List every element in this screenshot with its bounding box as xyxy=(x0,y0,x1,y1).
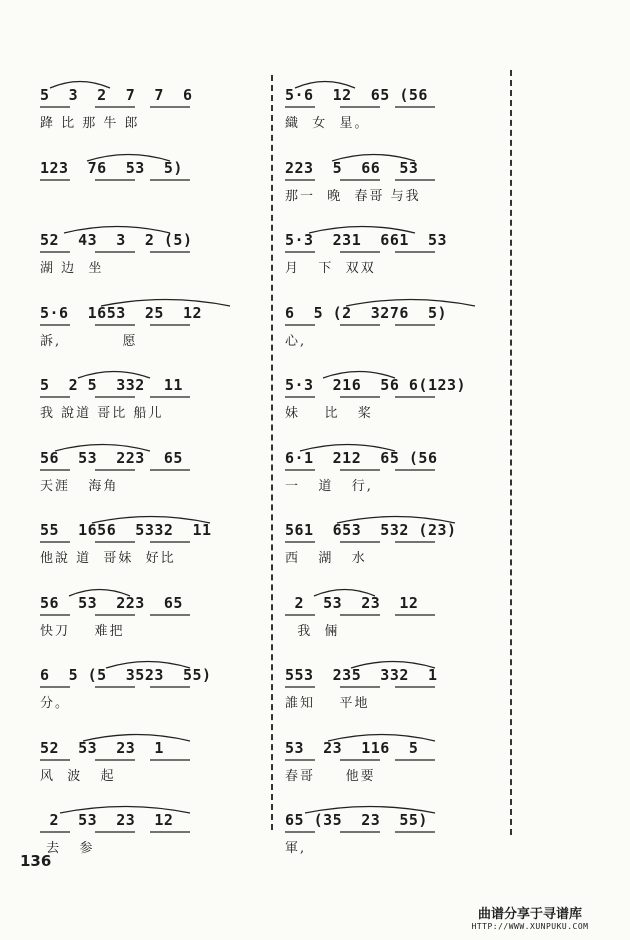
notation-line: 65 (35 23 55) xyxy=(285,811,428,829)
notation-line: 2 53 23 12 xyxy=(285,593,419,612)
left-score-row xyxy=(40,810,270,880)
notation-line: 223 5 66 53 xyxy=(285,158,419,177)
left-score-row xyxy=(40,158,270,228)
lyric-line: 天涯 海角 xyxy=(40,478,119,494)
left-score-row xyxy=(40,520,270,590)
underline-beam xyxy=(40,395,270,403)
right-score-row xyxy=(285,810,515,880)
underline-beam xyxy=(285,613,515,621)
notation-line: 5·3 216 56 6(123) xyxy=(285,376,467,394)
lyric-line: 跭 比 那 牛 郎 xyxy=(40,116,140,131)
watermark-url: HTTP://WWW.XUNPUKU.COM xyxy=(471,922,589,931)
lyric-line: 那一 晚 春哥 与我 xyxy=(285,188,421,204)
right-score-row xyxy=(285,520,515,590)
lyric-line: 快刀 难把 xyxy=(40,623,125,639)
right-score-column xyxy=(285,0,515,860)
lyric-line: 妹 比 桨 xyxy=(285,406,373,421)
notation-line: 6 5 (2 3276 5) xyxy=(285,303,448,322)
underline-beam xyxy=(40,758,270,766)
left-score-row xyxy=(40,375,270,445)
underline-beam xyxy=(285,685,515,693)
notation-line: 52 53 23 1 xyxy=(40,738,164,757)
lyric-line: 一 道 行, xyxy=(285,478,373,494)
notation-line: 5·6 1653 25 12 xyxy=(40,303,203,322)
lyric-line: 織 女 星。 xyxy=(285,116,370,131)
lyric-line: 他說 道 哥妹 好比 xyxy=(40,551,176,566)
lyric-line: 訴, 愿 xyxy=(40,333,138,349)
right-score-row xyxy=(285,303,515,373)
left-score-row xyxy=(40,738,270,808)
left-score-row xyxy=(40,230,270,300)
right-score-row xyxy=(285,85,515,155)
notation-line: 6·1 212 65 (56 xyxy=(285,448,438,467)
underline-beam xyxy=(40,250,270,258)
underline-beam xyxy=(40,468,270,476)
notation-line: 53 23 116 5 xyxy=(285,738,419,757)
lyric-line: 风 波 起 xyxy=(40,768,116,784)
underline-beam xyxy=(285,468,515,476)
lyric-line: 湖 边 坐 xyxy=(40,261,104,276)
lyric-line: 去 参 xyxy=(40,841,95,856)
left-score-column xyxy=(40,0,270,860)
right-score-row xyxy=(285,158,515,228)
page-number: 136 xyxy=(20,852,52,870)
notation-line: 6 5 (5 3523 55) xyxy=(40,666,212,684)
lyric-line: 西 湖 水 xyxy=(285,551,367,566)
notation-line: 5·3 231 661 53 xyxy=(285,231,448,249)
underline-beam xyxy=(40,323,270,331)
lyric-line: 我 倆 xyxy=(285,623,340,639)
watermark xyxy=(450,903,610,931)
underline-beam xyxy=(285,178,515,186)
right-score-row xyxy=(285,230,515,300)
underline-beam xyxy=(285,250,515,258)
notation-line: 5 2 5 332 11 xyxy=(40,376,183,394)
notation-line: 5 3 2 7 7 6 xyxy=(40,86,193,104)
notation-line: 55 1656 5332 11 xyxy=(40,521,212,539)
left-score-row xyxy=(40,665,270,735)
underline-beam xyxy=(285,830,515,838)
underline-beam xyxy=(40,105,270,113)
notation-line: 56 53 223 65 xyxy=(40,593,183,612)
underline-beam xyxy=(285,395,515,403)
lyric-line: 誰知 平地 xyxy=(285,696,370,711)
underline-beam xyxy=(285,323,515,331)
underline-beam xyxy=(40,613,270,621)
right-score-row xyxy=(285,448,515,518)
underline-beam xyxy=(285,758,515,766)
notation-line: 553 235 332 1 xyxy=(285,666,438,684)
left-score-row xyxy=(40,593,270,663)
underline-beam xyxy=(40,178,270,186)
notation-line: 2 53 23 12 xyxy=(40,811,174,829)
lyric-line: 我 說道 哥比 船儿 xyxy=(40,406,164,421)
underline-beam xyxy=(285,540,515,548)
left-score-row xyxy=(40,85,270,155)
barline-middle xyxy=(271,75,273,830)
notation-line: 561 653 532 (23) xyxy=(285,521,457,539)
lyric-line: 月 下 双双 xyxy=(285,261,376,276)
right-score-row xyxy=(285,738,515,808)
notation-line: 52 43 3 2 (5) xyxy=(40,231,193,249)
notation-line: 123 76 53 5) xyxy=(40,158,183,177)
lyric-line: 軍, xyxy=(285,841,307,856)
right-score-row xyxy=(285,375,515,445)
lyric-line: 分。 xyxy=(40,696,71,711)
notation-line: 5·6 12 65 (56 xyxy=(285,86,428,104)
right-score-row xyxy=(285,593,515,663)
lyric-line: 心, xyxy=(285,333,307,349)
underline-beam xyxy=(40,830,270,838)
watermark-title: 曲谱分享于寻谱库 xyxy=(477,907,582,922)
right-score-row xyxy=(285,665,515,735)
left-score-row xyxy=(40,448,270,518)
notation-line: 56 53 223 65 xyxy=(40,448,183,467)
underline-beam xyxy=(40,540,270,548)
lyric-line: 春哥 他要 xyxy=(285,768,376,784)
underline-beam xyxy=(40,685,270,693)
left-score-row xyxy=(40,303,270,373)
underline-beam xyxy=(285,105,515,113)
